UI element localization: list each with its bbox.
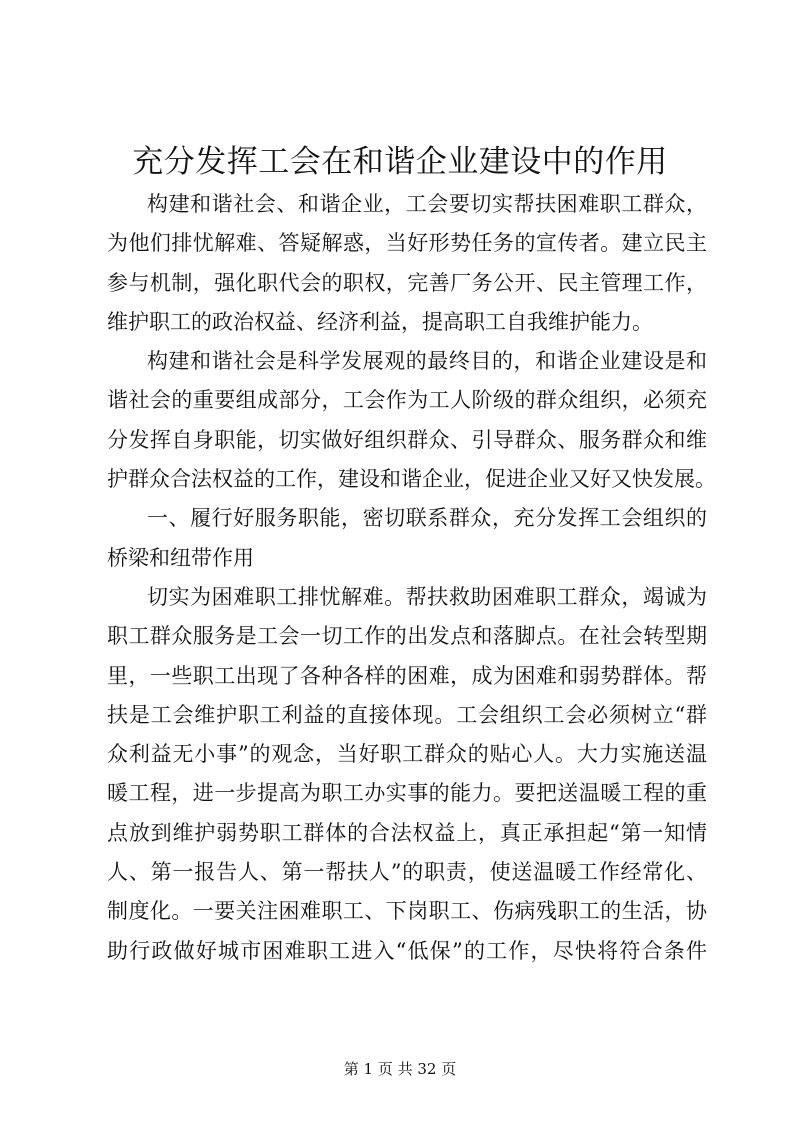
section-heading-line: 桥梁和纽带作用 — [107, 545, 254, 570]
text-line: 点放到维护弱势职工群体的合法权益上，真正承担起“第一知情 — [107, 820, 707, 845]
text-line: 切实为困难职工排忧解难。帮扶救助困难职工群众，竭诚为 — [147, 584, 707, 609]
text-line: 职工群众服务是工会一切工作的出发点和落脚点。在社会转型期 — [107, 624, 707, 649]
text-line: 众利益无小事”的观念，当好职工群众的贴心人。大力实施送温 — [107, 742, 707, 767]
text-line: 助行政做好城市困难职工进入“低保”的工作，尽快将符合条件 — [107, 938, 707, 963]
text-line: 谐社会的重要组成部分，工会作为工人阶级的群众组织，必须充 — [107, 388, 707, 413]
text-line: 护群众合法权益的工作，建设和谐企业，促进企业又好又快发展。 — [107, 467, 716, 492]
text-line: 制度化。一要关注困难职工、下岗职工、伤病残职工的生活，协 — [107, 899, 707, 924]
document-title: 充分发挥工会在和谐企业建设中的作用 — [132, 144, 668, 180]
section-heading-line: 一、履行好服务职能，密切联系群众，充分发挥工会组织的 — [147, 506, 707, 531]
text-line: 分发挥自身职能，切实做好组织群众、引导群众、服务群众和维 — [107, 427, 707, 452]
text-line: 参与机制，强化职代会的职权，完善厂务公开、民主管理工作， — [107, 270, 707, 295]
document-body — [107, 185, 716, 971]
text-line: 暖工程，进一步提高为职工办实事的能力。要把送温暖工程的重 — [107, 781, 707, 806]
text-line: 人、第一报告人、第一帮扶人”的职责，使送温暖工作经常化、 — [107, 860, 707, 885]
text-line: 构建和谐社会、和谐企业，工会要切实帮扶困难职工群众， — [147, 192, 707, 216]
text-line: 扶是工会维护职工利益的直接体现。工会组织工会必须树立“群 — [107, 702, 707, 727]
page-number: 第 1 页 共 32 页 — [343, 1060, 457, 1078]
text-line: 里，一些职工出现了各种各样的困难，成为困难和弱势群体。帮 — [107, 663, 707, 688]
text-line: 为他们排忧解难、答疑解惑，当好形势任务的宣传者。建立民主 — [107, 231, 707, 256]
text-line: 维护职工的政治权益、经济利益，提高职工自我维护能力。 — [107, 309, 653, 334]
text-line: 构建和谐社会是科学发展观的最终目的，和谐企业建设是和 — [147, 349, 707, 374]
